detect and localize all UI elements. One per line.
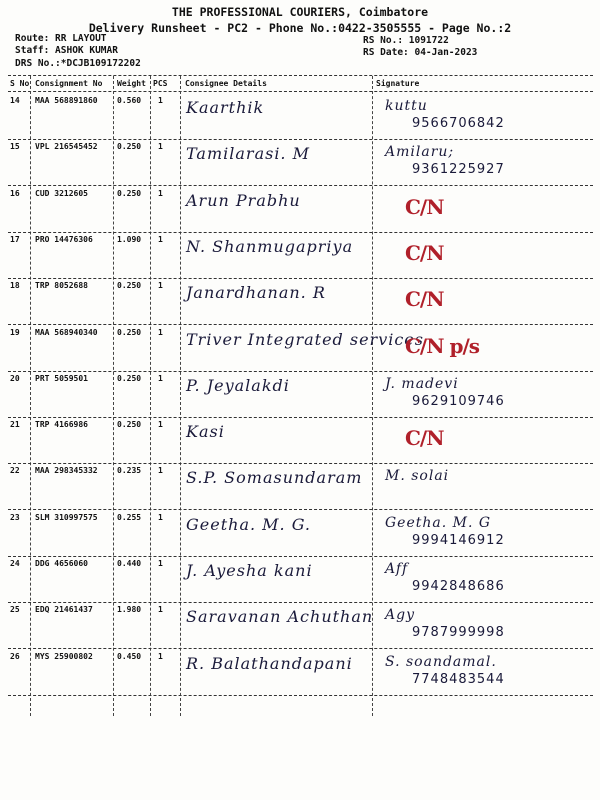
cell-consignee-handwriting: N. Shanmugapriya: [186, 237, 354, 256]
cell-weight: 0.250: [117, 374, 142, 383]
cell-signature-handwriting: M. solai: [385, 468, 450, 484]
cell-sno: 18: [10, 281, 20, 290]
table-row: [0, 328, 600, 374]
cell-pcs: 1: [158, 420, 163, 429]
cell-signature-phone: 7748483544: [412, 672, 505, 687]
drs-number: DRS No.:*DCJB109172202: [15, 58, 141, 69]
cell-weight: 0.450: [117, 652, 142, 661]
cell-weight: 1.090: [117, 235, 142, 244]
cell-sno: 17: [10, 235, 20, 244]
cell-pcs: 1: [158, 559, 163, 568]
cell-consignment-no: MYS 25900802: [35, 652, 93, 661]
table-row: [0, 374, 600, 420]
cell-sno: 26: [10, 652, 20, 661]
cell-pcs: 1: [158, 235, 163, 244]
rs-number: RS No.: 1091722: [363, 35, 449, 46]
row-divider: [8, 556, 593, 557]
table-row: [0, 96, 600, 142]
cell-weight: 0.250: [117, 189, 142, 198]
row-divider: [8, 648, 593, 649]
cell-weight: 0.250: [117, 420, 142, 429]
cell-consignee-handwriting: Arun Prabhu: [186, 191, 301, 210]
company-title: THE PROFESSIONAL COURIERS, Coimbatore: [171, 5, 429, 19]
cell-consignment-no: EDQ 21461437: [35, 605, 93, 614]
cell-pcs: 1: [158, 328, 163, 337]
cell-signature-handwriting: Geetha. M. G: [385, 515, 492, 531]
staff-label: Staff: ASHOK KUMAR: [15, 45, 118, 56]
cell-signature-handwriting: Aff: [385, 561, 409, 577]
cell-consignment-no: PRO 14476306: [35, 235, 93, 244]
cell-consignment-no: TRP 4166986: [35, 420, 88, 429]
cell-pcs: 1: [158, 189, 163, 198]
col-header-weight: Weight: [117, 79, 146, 88]
cell-consignee-handwriting: R. Balathandapani: [186, 654, 353, 673]
cell-signature-handwriting: C/N: [405, 241, 444, 265]
cell-consignment-no: CUD 3212605: [35, 189, 88, 198]
cell-consignment-no: MAA 568891860: [35, 96, 98, 105]
cell-signature-handwriting: C/N: [405, 195, 444, 219]
cell-pcs: 1: [158, 652, 163, 661]
cell-signature-phone: 9566706842: [412, 116, 505, 131]
cell-weight: 0.250: [117, 142, 142, 151]
cell-consignee-handwriting: Tamilarasi. M: [186, 144, 310, 163]
cell-consignee-handwriting: S.P. Somasundaram: [186, 468, 363, 487]
cell-weight: 0.250: [117, 328, 142, 337]
cell-consignee-handwriting: J. Ayesha kani: [186, 561, 313, 580]
table-top-rule: [8, 75, 593, 76]
cell-signature-handwriting: C/N p/s: [405, 334, 480, 358]
cell-signature-phone: 9361225927: [412, 162, 505, 177]
table-row: [0, 559, 600, 605]
cell-consignment-no: SLM 310997575: [35, 513, 98, 522]
cell-consignment-no: MAA 568940340: [35, 328, 98, 337]
cell-sno: 21: [10, 420, 20, 429]
cell-pcs: 1: [158, 513, 163, 522]
table-row: [0, 189, 600, 235]
cell-sno: 23: [10, 513, 20, 522]
table-row: [0, 235, 600, 281]
col-header-signature: Signature: [376, 79, 420, 88]
row-divider: [8, 695, 593, 696]
table-header-rule: [8, 91, 593, 92]
cell-sno: 24: [10, 559, 20, 568]
cell-weight: 0.235: [117, 466, 142, 475]
row-divider: [8, 417, 593, 418]
row-divider: [8, 232, 593, 233]
col-header-consignee: Consignee Details: [185, 79, 267, 88]
row-divider: [8, 278, 593, 279]
cell-signature-handwriting: kuttu: [385, 98, 428, 114]
cell-sno: 20: [10, 374, 20, 383]
table-row: [0, 420, 600, 466]
row-divider: [8, 371, 593, 372]
runsheet-subtitle: Delivery Runsheet - PC2 - Phone No.:0422-3505555 - Page No.:2: [88, 21, 512, 35]
row-divider: [8, 463, 593, 464]
route-label: Route: RR LAYOUT: [15, 33, 107, 44]
cell-consignee-handwriting: Kaarthik: [186, 98, 265, 117]
cell-signature-phone: 9629109746: [412, 394, 505, 409]
cell-signature-handwriting: C/N: [405, 426, 444, 450]
cell-consignee-handwriting: Kasi: [186, 422, 225, 441]
cell-pcs: 1: [158, 466, 163, 475]
cell-signature-phone: 9994146912: [412, 533, 505, 548]
cell-consignment-no: VPL 216545452: [35, 142, 98, 151]
rs-date: RS Date: 04-Jan-2023: [363, 47, 478, 58]
cell-pcs: 1: [158, 374, 163, 383]
cell-weight: 1.980: [117, 605, 142, 614]
table-row: [0, 281, 600, 327]
cell-sno: 14: [10, 96, 20, 105]
cell-weight: 0.560: [117, 96, 142, 105]
table-row: [0, 605, 600, 651]
cell-signature-phone: 9942848686: [412, 579, 505, 594]
cell-signature-handwriting: C/N: [405, 287, 444, 311]
cell-pcs: 1: [158, 142, 163, 151]
cell-signature-handwriting: Agy: [385, 607, 415, 623]
row-divider: [8, 602, 593, 603]
cell-weight: 0.250: [117, 281, 142, 290]
cell-consignee-handwriting: P. Jeyalakdi: [186, 376, 290, 395]
cell-consignee-handwriting: Saravanan Achuthan: [186, 607, 374, 626]
col-header-sno: S No: [10, 79, 30, 88]
cell-consignee-handwriting: Triver Integrated services: [186, 330, 424, 349]
row-divider: [8, 324, 593, 325]
cell-sno: 19: [10, 328, 20, 337]
cell-consignee-handwriting: Geetha. M. G.: [186, 515, 312, 534]
row-divider: [8, 185, 593, 186]
table-row: [0, 466, 600, 512]
cell-pcs: 1: [158, 281, 163, 290]
cell-pcs: 1: [158, 605, 163, 614]
cell-signature-phone: 9787999998: [412, 625, 505, 640]
table-row: [0, 652, 600, 698]
cell-sno: 15: [10, 142, 20, 151]
cell-weight: 0.255: [117, 513, 142, 522]
cell-weight: 0.440: [117, 559, 142, 568]
cell-consignment-no: DDG 4656060: [35, 559, 88, 568]
table-row: [0, 142, 600, 188]
cell-sno: 25: [10, 605, 20, 614]
row-divider: [8, 509, 593, 510]
cell-consignment-no: PRT 5059501: [35, 374, 88, 383]
cell-consignee-handwriting: Janardhanan. R: [186, 283, 326, 302]
cell-sno: 22: [10, 466, 20, 475]
row-divider: [8, 139, 593, 140]
col-header-pcs: PCS: [153, 79, 168, 88]
table-row: [0, 513, 600, 559]
cell-consignment-no: TRP 8052688: [35, 281, 88, 290]
cell-signature-handwriting: J. madevi: [385, 376, 459, 392]
cell-signature-handwriting: Amilaru;: [385, 144, 455, 160]
cell-consignment-no: MAA 298345332: [35, 466, 98, 475]
cell-sno: 16: [10, 189, 20, 198]
cell-pcs: 1: [158, 96, 163, 105]
col-header-consignment: Consignment No: [35, 79, 103, 88]
cell-signature-handwriting: S. soandamal.: [385, 654, 497, 670]
